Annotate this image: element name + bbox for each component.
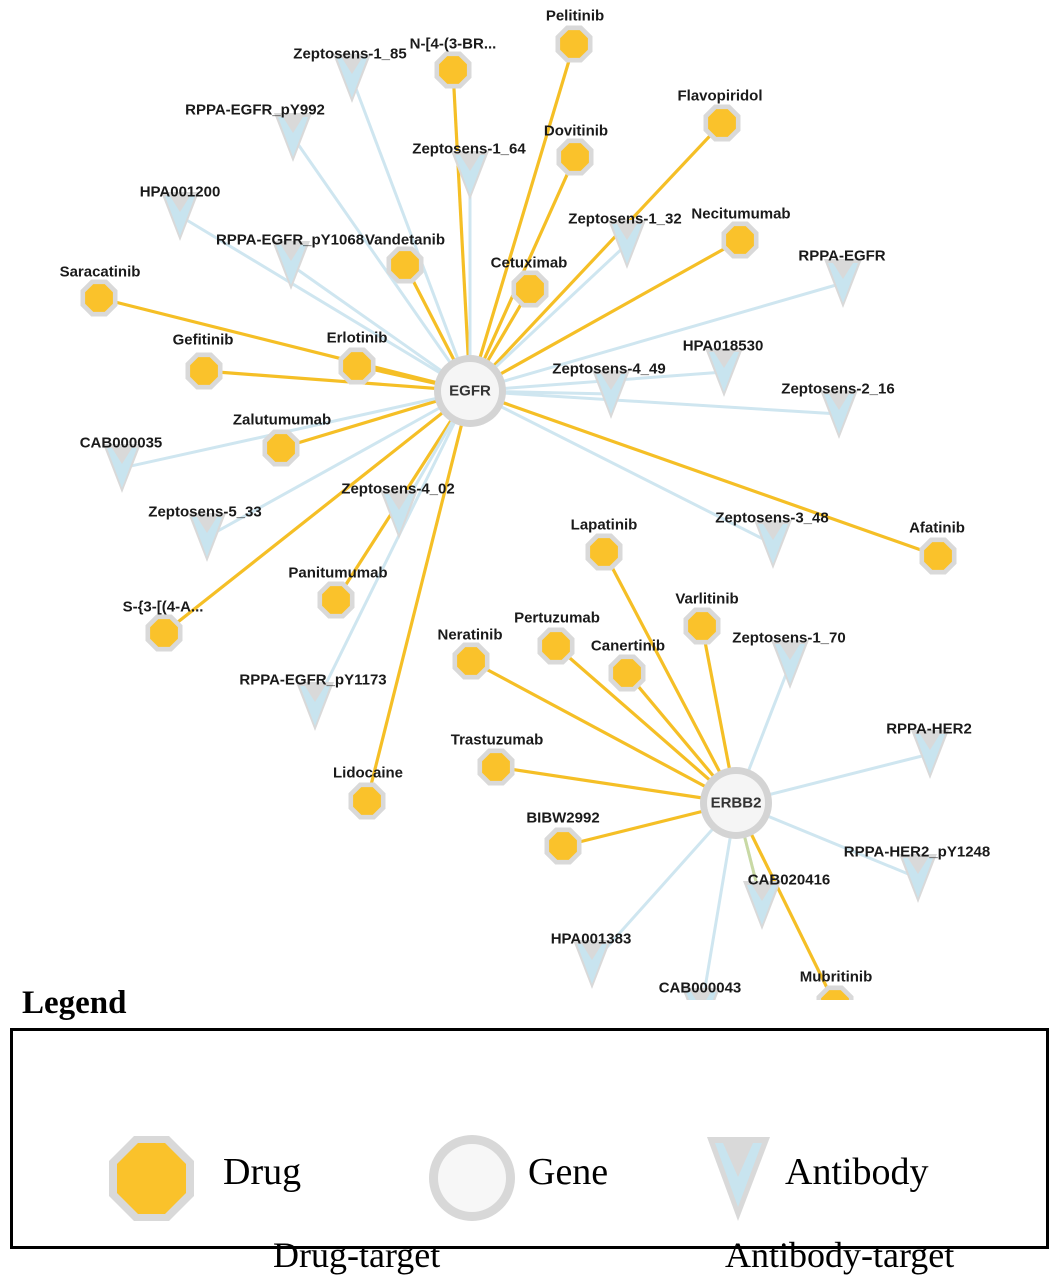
drug-icon (561, 143, 589, 171)
drug-node[interactable] (453, 643, 490, 680)
edge-drug-target-11 (470, 391, 938, 556)
antibody-label: Zeptosens-4_02 (341, 480, 455, 498)
drug-icon (542, 632, 570, 660)
antibody-label: CAB000043 (658, 979, 742, 997)
antibody-label: Zeptosens-1_70 (732, 629, 846, 647)
drug-icon (439, 56, 467, 84)
drug-icon (613, 659, 641, 687)
antibody-label: HPA001383 (550, 930, 632, 948)
antibody-label: HPA018530 (682, 337, 764, 355)
antibody-label: Zeptosens-1_64 (412, 140, 526, 158)
drug-label: N-[4-(3-BR... (409, 35, 497, 53)
drug-label: Necitumumab (691, 205, 791, 223)
legend-title: Legend (22, 985, 127, 1021)
gene-label-erbb2: ERBB2 (710, 794, 762, 812)
antibody-label: Zeptosens-1_32 (568, 210, 682, 228)
drug-label: Pertuzumab (514, 609, 600, 627)
drug-node[interactable] (556, 26, 593, 63)
drug-node[interactable] (146, 615, 183, 652)
legend-drug-icon (109, 1136, 194, 1221)
drug-label: Neratinib (437, 626, 503, 644)
antibody-label: CAB000035 (79, 434, 163, 452)
antibody-label: RPPA-HER2_pY1248 (843, 843, 991, 861)
antibody-label: HPA001200 (139, 183, 221, 201)
edge-drug-target-1 (453, 70, 470, 391)
legend-label-drug: Drug (223, 1151, 302, 1193)
antibody-label: RPPA-EGFR_pY992 (185, 101, 325, 119)
legend-gene-icon (429, 1135, 515, 1221)
antibody-node[interactable] (296, 682, 334, 731)
antibody-node[interactable] (824, 259, 862, 308)
drug-icon (190, 357, 218, 385)
antibody-label: Zeptosens-3_48 (715, 509, 829, 527)
drug-label: Zalutumumab (232, 411, 332, 429)
drug-node[interactable] (435, 52, 472, 89)
drug-icon (322, 586, 350, 614)
edge-antibody-target-15 (315, 391, 470, 706)
antibody-label: Zeptosens-4_49 (552, 360, 666, 378)
antibody-label: Zeptosens-1_85 (293, 45, 407, 63)
drug-icon (343, 352, 371, 380)
drug-label: Afatinib (909, 519, 965, 537)
drug-icon (391, 251, 419, 279)
drug-node[interactable] (387, 247, 424, 284)
drug-node[interactable] (349, 783, 386, 820)
drug-icon (708, 109, 736, 137)
drug-label: BIBW2992 (526, 809, 600, 827)
antibody-label: RPPA-EGFR (798, 247, 886, 265)
drug-icon (353, 787, 381, 815)
drug-node[interactable] (339, 348, 376, 385)
drug-node[interactable] (545, 828, 582, 865)
antibody-label: RPPA-EGFR_pY1068 (215, 231, 365, 249)
drug-icon (560, 30, 588, 58)
legend-label-drug-target: Drug-target (273, 1235, 441, 1275)
drug-node[interactable] (586, 534, 623, 571)
drug-icon (85, 284, 113, 312)
drug-label: Lidocaine (332, 764, 404, 782)
legend-box (10, 1028, 1049, 1275)
drug-node[interactable] (186, 353, 223, 390)
drug-node[interactable] (920, 538, 957, 575)
legend-label-antibody: Antibody (785, 1151, 929, 1193)
antibody-label: RPPA-HER2 (886, 720, 972, 738)
drug-label: Pelitinib (545, 7, 605, 25)
drug-label: Gefitinib (172, 331, 234, 349)
drug-label: Saracatinib (59, 263, 141, 281)
drug-label: S-{3-[(4-A... (122, 598, 204, 616)
legend-label-antibody-target: Antibody-target (725, 1235, 955, 1275)
drug-icon (688, 612, 716, 640)
antibody-label: CAB020416 (747, 871, 831, 889)
drug-icon (924, 542, 952, 570)
drug-label: Varlitinib (675, 590, 739, 608)
drug-label: Cetuximab (490, 254, 568, 272)
drug-node[interactable] (81, 280, 118, 317)
drug-label: Vandetanib (364, 231, 446, 249)
antibody-label: RPPA-EGFR_pY1173 (239, 671, 387, 689)
drug-node[interactable] (538, 628, 575, 665)
drug-icon (150, 619, 178, 647)
legend-graphics (13, 1031, 1052, 1240)
antibody-node[interactable] (899, 854, 937, 903)
drug-node[interactable] (318, 582, 355, 619)
drug-label: Mubritinib (799, 968, 873, 986)
drug-label: Lapatinib (570, 516, 638, 534)
drug-icon (482, 753, 510, 781)
antibody-label: Zeptosens-2_16 (781, 380, 895, 398)
drug-icon (516, 275, 544, 303)
drug-node[interactable] (478, 749, 515, 786)
drug-icon (549, 832, 577, 860)
antibody-node[interactable] (754, 520, 792, 569)
drug-node[interactable] (684, 608, 721, 645)
drug-icon (590, 538, 618, 566)
drug-node[interactable] (263, 430, 300, 467)
drug-label: Panitumumab (288, 564, 388, 582)
drug-label: Dovitinib (543, 122, 609, 140)
drug-label: Flavopiridol (677, 87, 763, 105)
drug-node[interactable] (609, 655, 646, 692)
drug-node[interactable] (557, 139, 594, 176)
legend-label-gene: Gene (528, 1151, 609, 1193)
antibody-label: Zeptosens-5_33 (148, 503, 262, 521)
legend-antibody-icon (707, 1137, 770, 1221)
drug-node[interactable] (704, 105, 741, 142)
drug-label: Erlotinib (326, 329, 388, 347)
drug-label: Trastuzumab (450, 731, 544, 749)
edge-drug-target-0 (470, 44, 574, 391)
drug-icon (726, 226, 754, 254)
drug-icon (457, 647, 485, 675)
antibody-node[interactable] (771, 640, 809, 689)
drug-node[interactable] (722, 222, 759, 259)
gene-label-egfr: EGFR (449, 382, 491, 400)
drug-icon (267, 434, 295, 462)
legend (0, 985, 1059, 1275)
drug-node[interactable] (512, 271, 549, 308)
antibody-node[interactable] (451, 151, 489, 200)
drug-label: Canertinib (590, 637, 666, 655)
